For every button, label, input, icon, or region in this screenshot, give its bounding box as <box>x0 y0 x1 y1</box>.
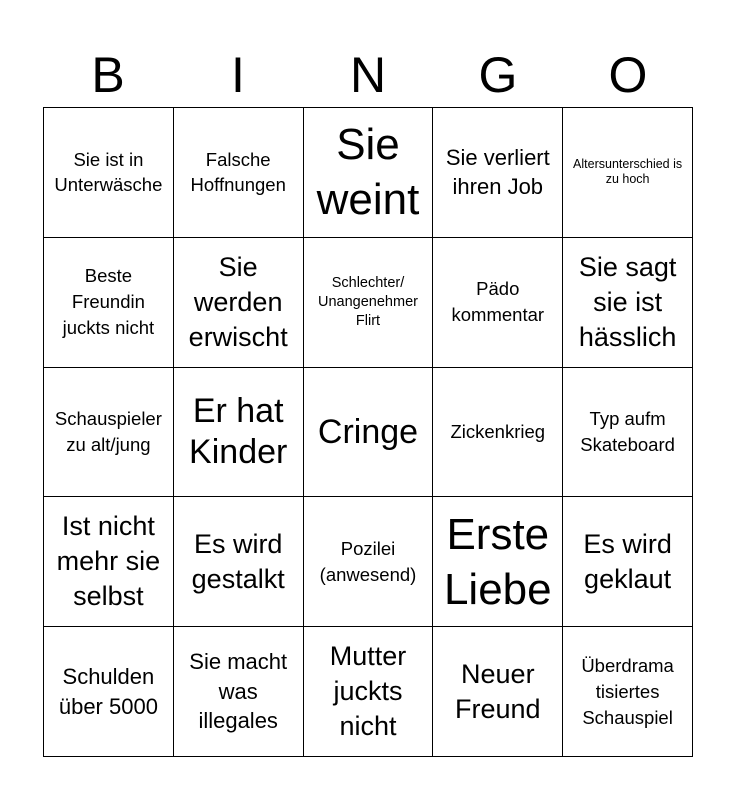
header-letter-n: N <box>349 47 387 103</box>
cell-text: Beste Freundin juckts nicht <box>62 265 155 339</box>
bingo-grid <box>43 107 693 757</box>
header-letter-g: G <box>478 47 518 103</box>
cell-text: Zickenkrieg <box>450 421 546 443</box>
bingo-cell-r5c1[interactable] <box>44 627 174 757</box>
cell-text: Pädo kommentar <box>451 278 545 326</box>
bingo-cell-r5c4[interactable] <box>433 627 563 757</box>
cell-text: Sie macht was illegales <box>189 649 288 734</box>
bingo-cell-r2c1[interactable] <box>44 238 174 368</box>
bingo-cell-r2c4[interactable] <box>433 238 563 368</box>
cell-text: Pozilei (anwesend) <box>319 537 417 585</box>
bingo-cell-r2c2[interactable] <box>174 238 304 368</box>
cell-text: Überdrama tisiertes Schauspiel <box>581 654 674 728</box>
bingo-cell-r5c3[interactable] <box>304 627 434 757</box>
cell-text: Schlechter/ Unangenehmer Flirt <box>318 274 418 329</box>
bingo-cell-r5c2[interactable] <box>174 627 304 757</box>
bingo-cell-r3c2[interactable] <box>174 368 304 498</box>
cell-text: Ist nicht mehr sie selbst <box>56 511 161 612</box>
bingo-cell-r3c4[interactable] <box>433 368 563 498</box>
cell-text: Schulden über 5000 <box>58 663 158 719</box>
bingo-cell-r1c2[interactable] <box>174 108 304 238</box>
cell-text: Sie ist in Unterwäsche <box>54 148 163 196</box>
header-letter-o: O <box>608 47 648 103</box>
cell-text: Typ aufm Skateboard <box>580 408 675 455</box>
header-letter-b: B <box>91 47 125 103</box>
bingo-cell-r2c3[interactable] <box>304 238 434 368</box>
cell-text: Erste Liebe <box>443 509 552 614</box>
bingo-cell-r5c5[interactable] <box>563 627 693 757</box>
bingo-cell-r3c1[interactable] <box>44 368 174 498</box>
cell-text: Altersunterschied is zu hoch <box>573 156 683 187</box>
bingo-cell-r1c1[interactable] <box>44 108 174 238</box>
bingo-cell-r1c4[interactable] <box>433 108 563 238</box>
cell-text: Falsche Hoffnungen <box>190 148 286 196</box>
bingo-cell-r4c3[interactable] <box>304 497 434 627</box>
cell-text: Mutter juckts nicht <box>329 640 407 742</box>
cell-text: Neuer Freund <box>455 658 541 724</box>
cell-text: Er hat Kinder <box>189 392 288 471</box>
header-letter-i: I <box>231 47 245 103</box>
cell-text: Sie verliert ihren Job <box>445 144 550 200</box>
bingo-cell-r3c5[interactable] <box>563 368 693 498</box>
bingo-cell-r4c4[interactable] <box>433 497 563 627</box>
bingo-cell-r4c2[interactable] <box>174 497 304 627</box>
bingo-cell-r4c5[interactable] <box>563 497 693 627</box>
bingo-cell-r1c3[interactable] <box>304 108 434 238</box>
cell-text: Sie sagt sie ist hässlich <box>578 251 677 352</box>
bingo-cell-r1c5[interactable] <box>563 108 693 238</box>
cell-text: Es wird geklaut <box>583 528 672 594</box>
cell-text: Schauspieler zu alt/jung <box>54 408 162 455</box>
cell-text: Cringe <box>317 412 419 451</box>
cell-text: Es wird gestalkt <box>191 528 285 594</box>
bingo-cell-r4c1[interactable] <box>44 497 174 627</box>
cell-text: Sie werden erwischt <box>188 251 288 352</box>
cell-text: Sie weint <box>316 120 420 225</box>
bingo-cell-r2c5[interactable] <box>563 238 693 368</box>
bingo-cell-r3c3[interactable] <box>304 368 434 498</box>
bingo-header <box>43 44 693 106</box>
